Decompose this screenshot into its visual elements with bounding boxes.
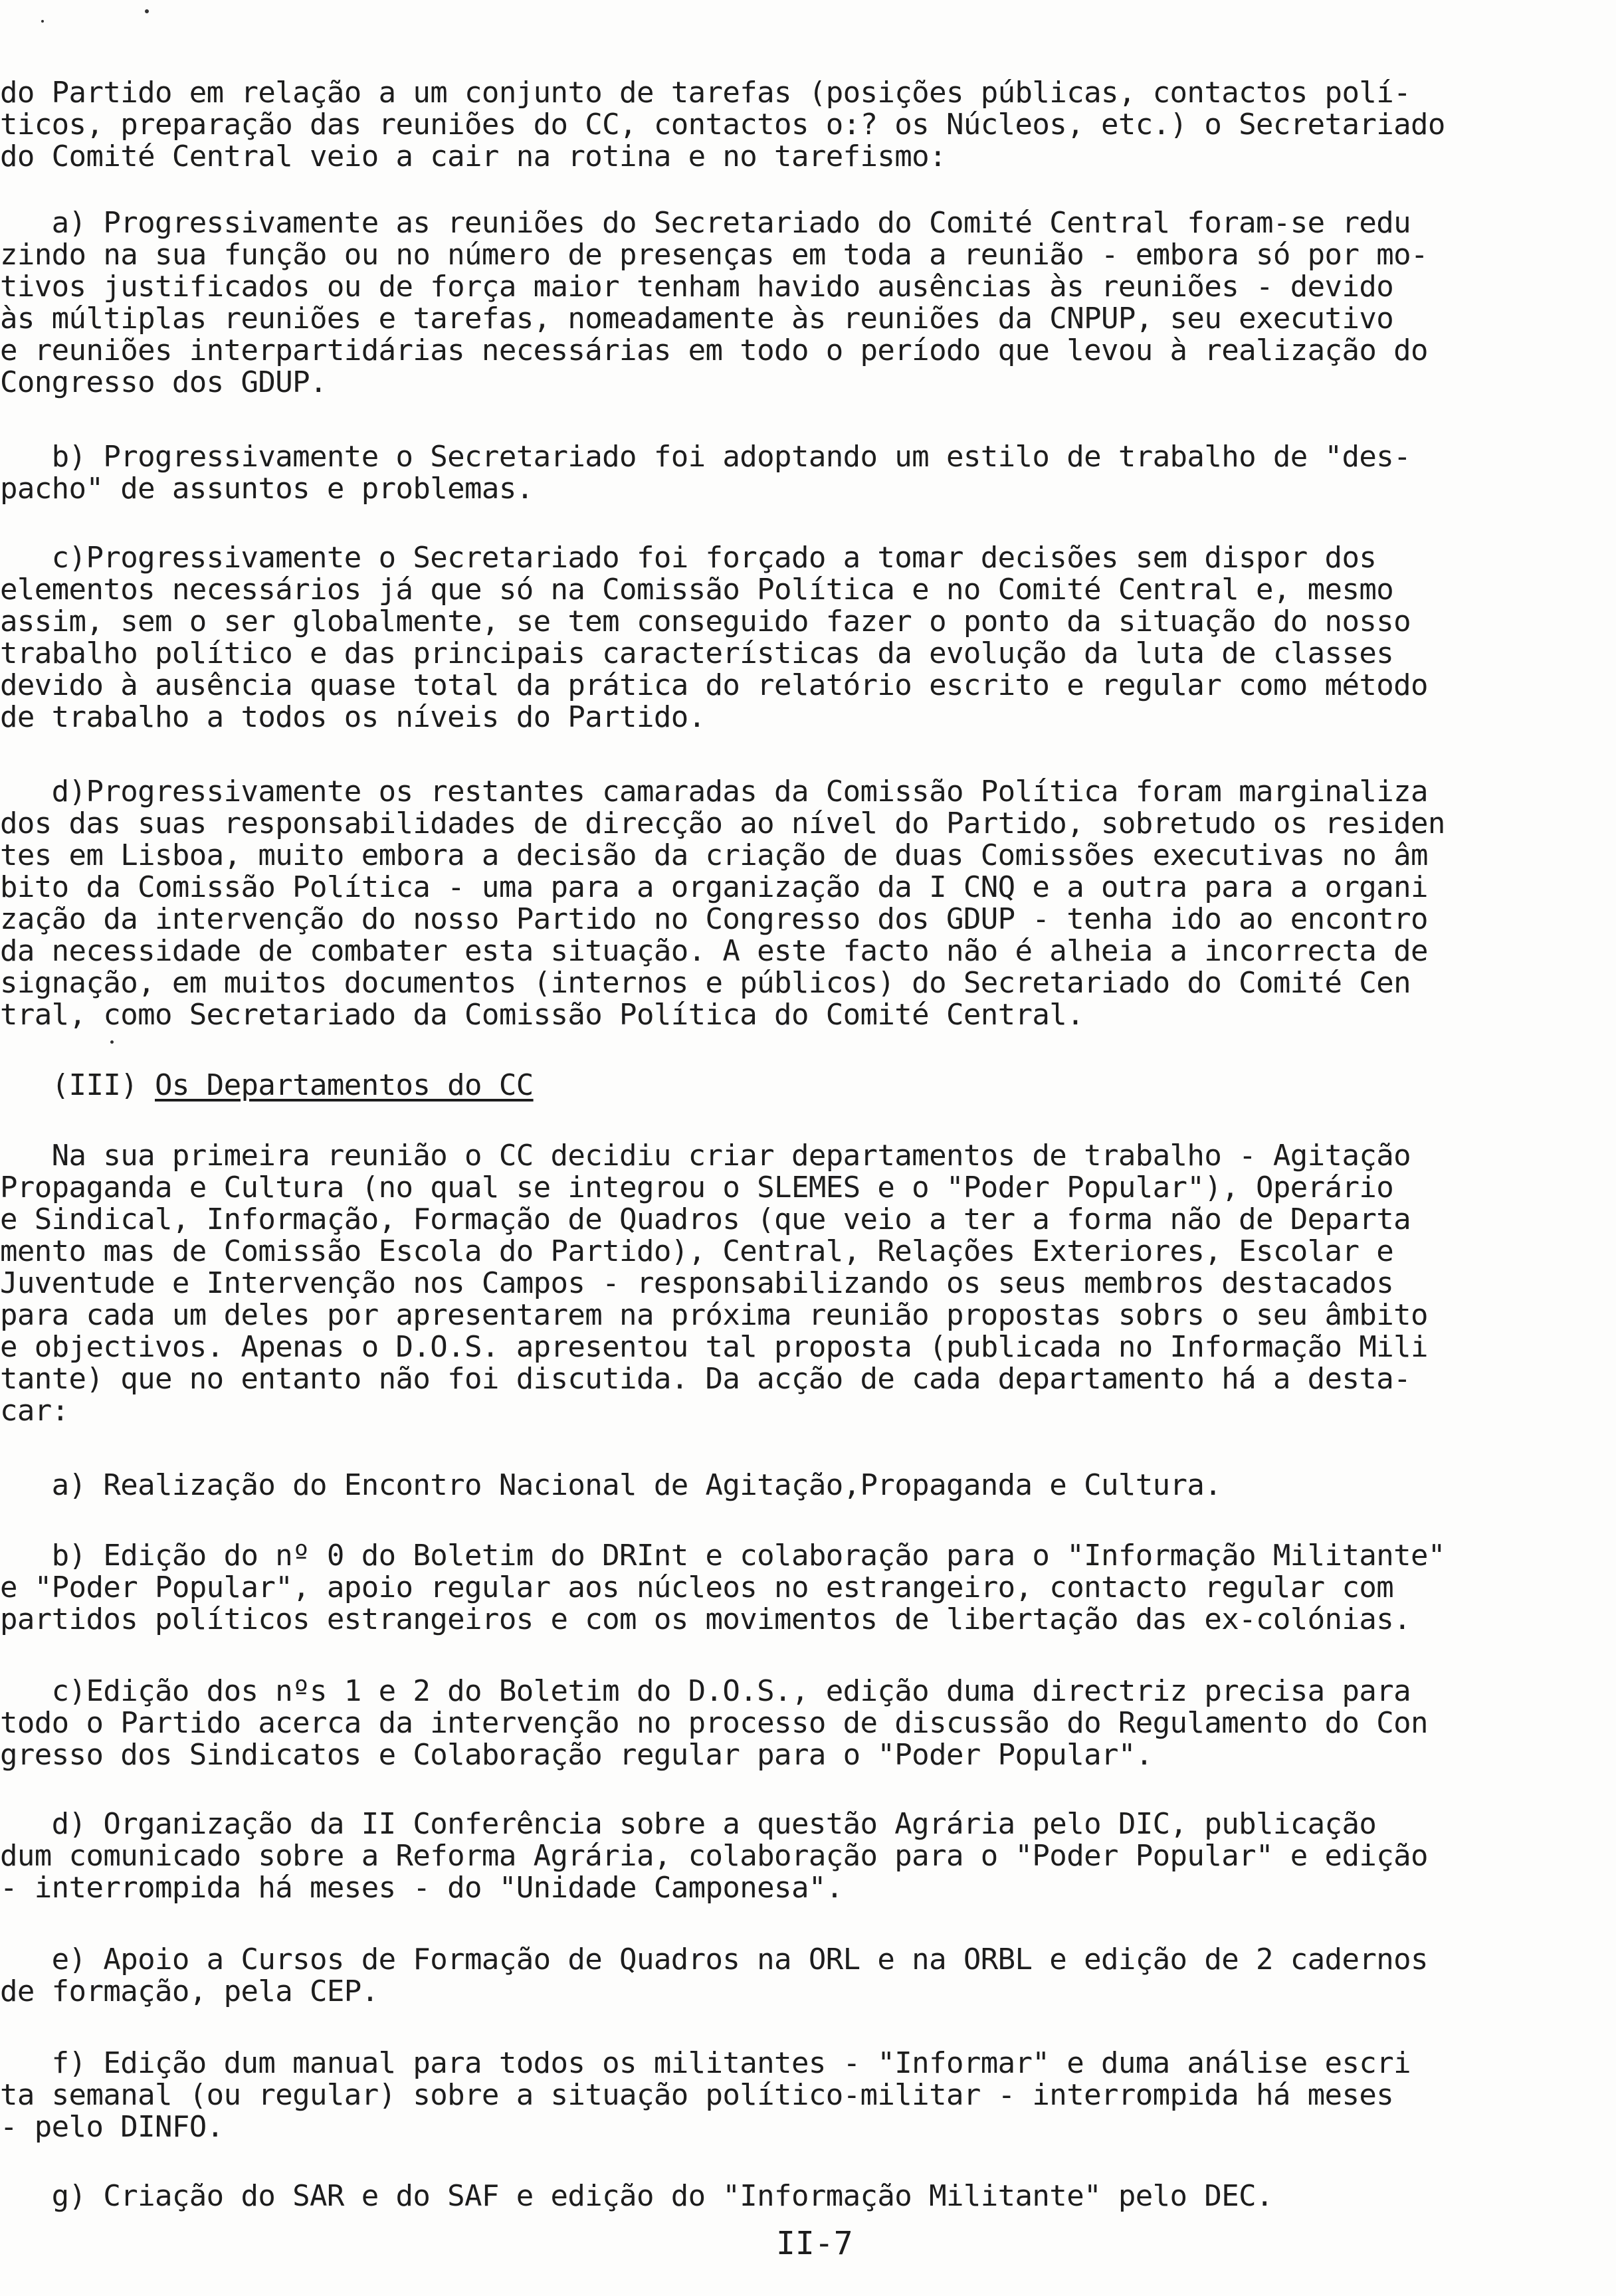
text-line: bito da Comissão Política - uma para a organização da I CNQ e a outra para a organi	[0, 870, 1428, 904]
text-line: devido à ausência quase total da prática do relatório escrito e regular como método	[0, 668, 1428, 702]
text-line: do Comité Central veio a cair na rotina e no tarefismo:	[0, 140, 946, 173]
text-line: gresso dos Sindicatos e Colaboração regular para o "Poder Popular".	[0, 1738, 1153, 1772]
text-line: Juventude e Intervenção nos Campos - responsabilizando os seus membros destacados	[0, 1266, 1394, 1300]
section-title: Os Departamentos do CC	[155, 1068, 534, 1102]
text-line: todo o Partido acerca da intervenção no processo de discussão do Regulamento do Con	[0, 1706, 1428, 1740]
text-line: partidos políticos estrangeiros e com os movimentos de libertação das ex-colónias.	[0, 1602, 1411, 1636]
text-line: - interrompida há meses - do "Unidade Camponesa".	[0, 1871, 843, 1905]
text-line: elementos necessários já que só na Comissão Política e no Comité Central e, mesmo	[0, 573, 1394, 607]
text-line: Propaganda e Cultura (no qual se integrou o SLEMES e o "Poder Popular"), Operário	[0, 1171, 1394, 1204]
text-line: da necessidade de combater esta situação. A este facto não é alheia a incorrecta de	[0, 934, 1428, 968]
text-line: a) Realização do Encontro Nacional de Agitação,Propaganda e Cultura.	[0, 1468, 1222, 1502]
page-number: II-7	[776, 2225, 853, 2262]
text-line: e) Apoio a Cursos de Formação de Quadros na ORL e na ORBL e edição de 2 cadernos	[0, 1943, 1428, 1976]
text-line: de formação, pela CEP.	[0, 1974, 379, 2008]
text-line: zindo na sua função ou no número de presenças em toda a reunião - embora só por mo-	[0, 238, 1428, 272]
text-line: g) Criação do SAR e do SAF e edição do "Informação Militante" pelo DEC.	[0, 2179, 1273, 2213]
paper-speck-left	[41, 20, 44, 23]
text-line: de trabalho a todos os níveis do Partido.	[0, 700, 706, 734]
text-line: b) Progressivamente o Secretariado foi adoptando um estilo de trabalho de "des-	[0, 440, 1411, 474]
text-line: b) Edição do nº 0 do Boletim do DRInt e colaboração para o "Informação Militante"	[0, 1539, 1445, 1573]
text-line: ticos, preparação das reuniões do CC, contactos o:? os Núcleos, etc.) o Secretariado	[0, 108, 1445, 142]
text-line: para cada um deles por apresentarem na próxima reunião propostas sobrs o seu âmbito	[0, 1298, 1428, 1332]
text-line: pacho" de assuntos e problemas.	[0, 472, 534, 506]
text-line: dos das suas responsabilidades de direcção ao nível do Partido, sobretudo os residen	[0, 807, 1445, 840]
text-line: e objectivos. Apenas o D.O.S. apresentou tal proposta (publicada no Informação Mili	[0, 1330, 1428, 1364]
text-line: às múltiplas reuniões e tarefas, nomeadamente às reuniões da CNPUP, seu executivo	[0, 302, 1394, 335]
text-line: e "Poder Popular", apoio regular aos núcleos no estrangeiro, contacto regular com	[0, 1571, 1394, 1604]
text-line: mento mas de Comissão Escola do Partido), Central, Relações Exteriores, Escolar e	[0, 1234, 1394, 1268]
text-line: e reuniões interpartidárias necessárias em todo o período que levou à realização do	[0, 334, 1428, 367]
text-line: - pelo DINFO.	[0, 2110, 224, 2144]
text-line: signação, em muitos documentos (internos e públicos) do Secretariado do Comité Cen	[0, 966, 1411, 1000]
text-line: e Sindical, Informação, Formação de Quadros (que veio a ter a forma não de Departa	[0, 1202, 1411, 1236]
text-line: f) Edição dum manual para todos os militantes - "Informar" e duma análise escri	[0, 2046, 1411, 2080]
text-line: car:	[0, 1394, 69, 1428]
paper-speck-margin	[110, 1040, 114, 1044]
text-line: assim, sem o ser globalmente, se tem conseguido fazer o ponto da situação do nosso	[0, 605, 1411, 638]
text-line: c)Progressivamente o Secretariado foi forçado a tomar decisões sem dispor dos	[0, 541, 1377, 575]
text-line: c)Edição dos nºs 1 e 2 do Boletim do D.O.S., edição duma directriz precisa para	[0, 1674, 1411, 1708]
text-line: tral, como Secretariado da Comissão Política do Comité Central.	[0, 998, 1084, 1032]
text-line: Na sua primeira reunião o CC decidiu criar departamentos de trabalho - Agitação	[0, 1139, 1411, 1173]
text-line: zação da intervenção do nosso Partido no Congresso dos GDUP - tenha ido ao encontro	[0, 902, 1428, 936]
text-line: d) Organização da II Conferência sobre a questão Agrária pelo DIC, publicação	[0, 1807, 1377, 1841]
text-line: tivos justificados ou de força maior tenham havido ausências às reuniões - devido	[0, 270, 1394, 304]
text-line: Congresso dos GDUP.	[0, 365, 327, 399]
text-line: dum comunicado sobre a Reforma Agrária, colaboração para o "Poder Popular" e edição	[0, 1839, 1428, 1873]
text-line: tes em Lisboa, muito embora a decisão da criação de duas Comissões executivas no âm	[0, 838, 1428, 872]
section-number: (III)	[0, 1068, 155, 1102]
paper-speck-top	[145, 9, 149, 13]
text-line: ta semanal (ou regular) sobre a situação político-militar - interrompida há meses	[0, 2078, 1394, 2112]
text-line: tante) que no entanto não foi discutida. Da acção de cada departamento há a desta-	[0, 1362, 1411, 1396]
text-line: do Partido em relação a um conjunto de tarefas (posições públicas, contactos polí-	[0, 76, 1411, 110]
text-line: trabalho político e das principais características da evolução da luta de classes	[0, 636, 1394, 670]
section-heading	[0, 1070, 534, 1101]
text-line: d)Progressivamente os restantes camaradas da Comissão Política foram marginaliza	[0, 775, 1428, 809]
text-line: a) Progressivamente as reuniões do Secretariado do Comité Central foram-se redu	[0, 206, 1411, 240]
